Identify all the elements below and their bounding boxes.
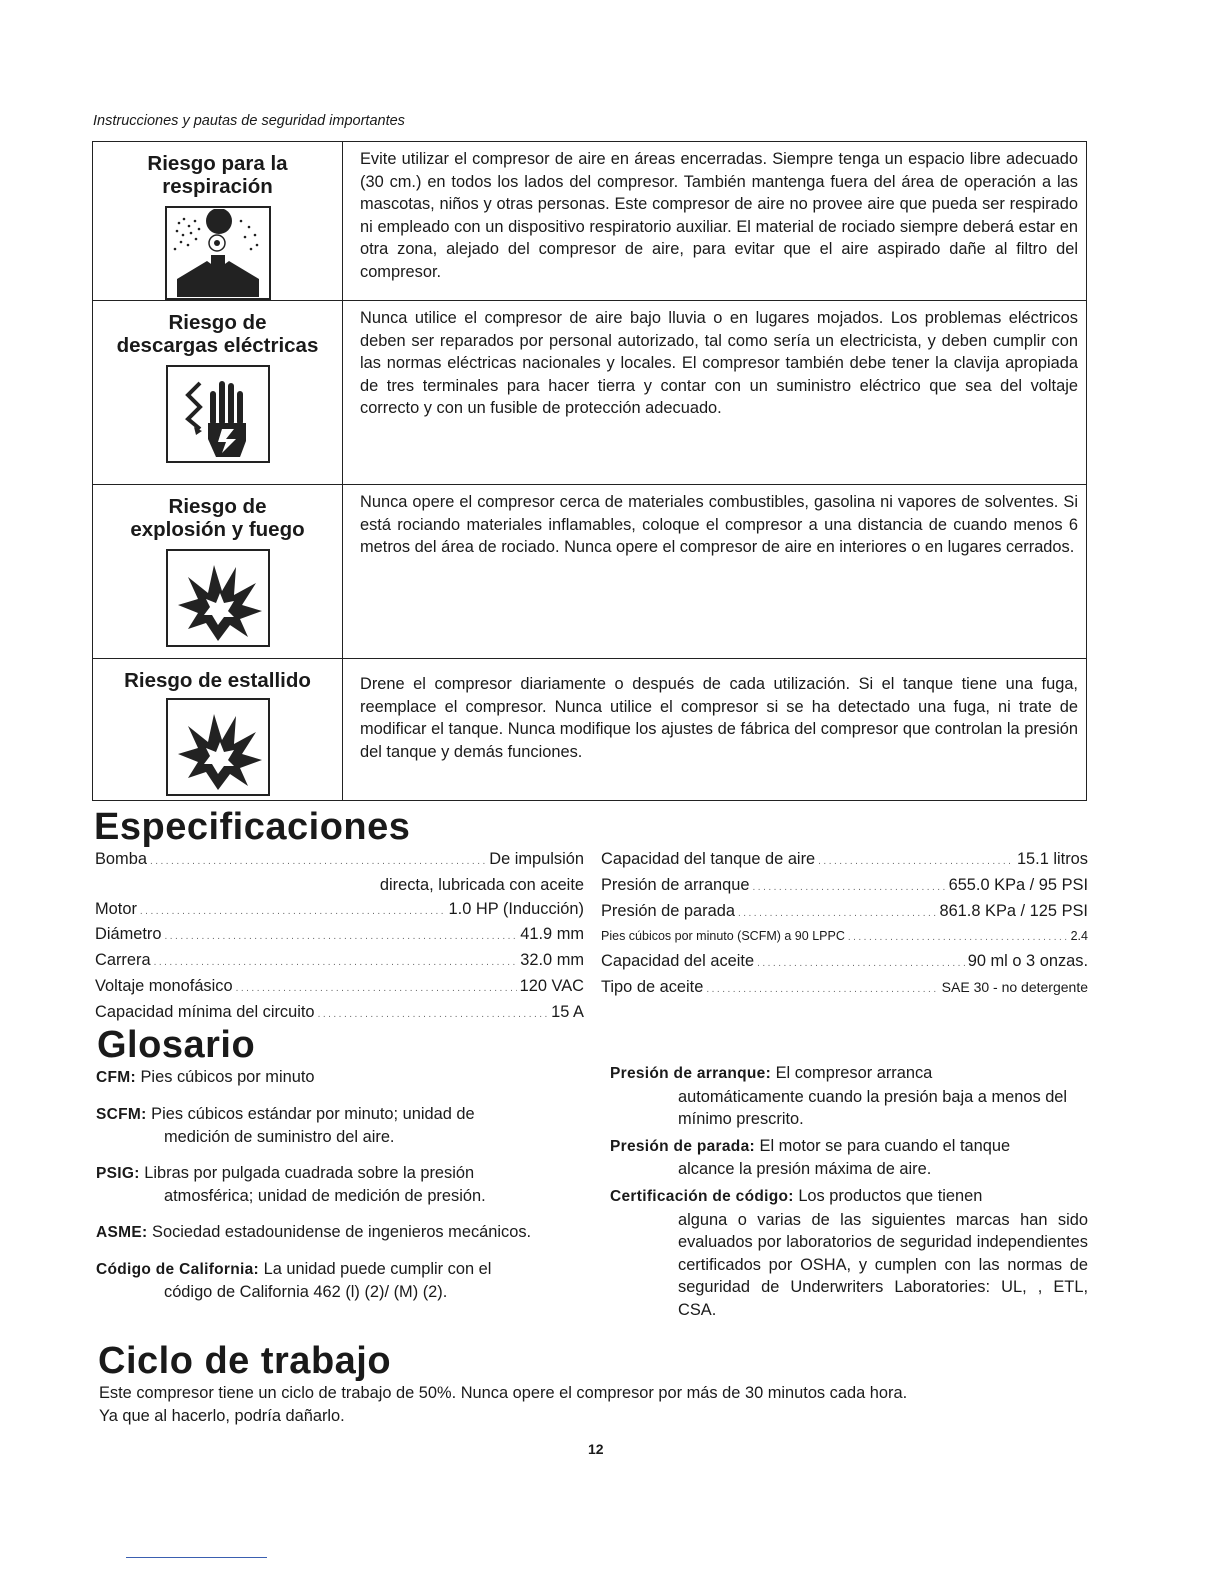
hazard-row-burst xyxy=(93,658,1086,800)
hazard-row-explosion xyxy=(93,484,1086,658)
hazard-description: Drene el compresor diariamente o después de cada utilización. Si el tanque tiene una fuga, reemplace el compresor. Nunca utilice el compresor si se ha detectado una fuga, ni trate de modificar el tanque. Nunca modifique los ajustes de fábrica del compresor que controlan la presión del tanque y demás funciones. xyxy=(360,675,1078,761)
hazard-row-electric xyxy=(93,300,1086,484)
specs-right-column xyxy=(601,848,1088,1002)
page-number: 12 xyxy=(588,1441,604,1457)
specs-left-column xyxy=(95,848,584,1027)
glossary-item: Presión de arranque: El compresor arranca automáticamente cuando la presión baja a menos del mínimo prescrito. xyxy=(610,1064,1068,1129)
burst-icon xyxy=(166,698,270,796)
hazard-title: Riesgo de descargas eléctricas xyxy=(116,311,319,357)
divider xyxy=(126,1557,267,1558)
explosion-icon xyxy=(166,549,270,647)
glossary-left-column xyxy=(96,1066,576,1317)
hazard-label-cell xyxy=(93,485,343,658)
spec-row: Carrera ..... 32.0 mm xyxy=(95,949,584,975)
hazard-label-cell xyxy=(93,142,343,300)
spec-row: Capacidad del aceite ..... 90 ml o 3 onzas. xyxy=(601,950,1088,976)
spec-row: Diámetro ..... 41.9 mm xyxy=(95,923,584,949)
hazard-title: Riesgo para la respiración xyxy=(147,152,288,198)
hazard-label-cell xyxy=(93,659,343,800)
spec-row: Pies cúbicos por minuto (SCFM) a 90 LPPC ..... 2.4 xyxy=(601,925,1088,950)
spec-row: Presión de arranque ..... 655.0 KPa / 95 PSI xyxy=(601,874,1088,900)
hazard-row-breathing xyxy=(93,142,1086,300)
glossary-title: Glosario xyxy=(97,1024,256,1066)
spec-row-continuation: directa, lubricada con aceite xyxy=(379,875,584,894)
glossary-item: ASME: Sociedad estadounidense de ingenieros mecánicos. xyxy=(96,1222,532,1241)
spec-row: Bomba ..... De impulsión xyxy=(95,848,584,874)
respiratory-hazard-icon xyxy=(165,206,271,300)
glossary-item: CFM: Pies cúbicos por minuto xyxy=(96,1068,315,1086)
hazard-description: Nunca opere el compresor cerca de materiales combustibles, gasolina ni vapores de solventes. Si está rociando materiales inflamables, coloque el compresor a una distancia de cuando menos 6 metros del área de rociado. Nunca opere el compresor de aire en interiores o en lugares cerrados. xyxy=(360,493,1078,557)
spec-row: Capacidad del tanque de aire ..... 15.1 litros xyxy=(601,848,1088,874)
hazard-table xyxy=(92,141,1087,801)
glossary-item: Certificación de código: Los productos que tienen alguna o varias de las siguientes marcas han sido evaluados por laboratorios de seguridad independientes certificados por OSHA, y cumplen con las normas de seguridad de Underwriters Laboratories: UL, , ETL, CSA. xyxy=(610,1186,1088,1319)
specifications-title: Especificaciones xyxy=(94,806,411,848)
hazard-description: Nunca utilice el compresor de aire bajo lluvia o en lugares mojados. Los problemas eléctricos deben ser reparados por personal autorizado, tal como sería un electricista, y deben cumplir con las normas eléctricas nacionales y locales. El compresor también debe tener la clavija apropiada de tres terminales para hacer tierra y contar con un suministro eléctrico que sea del voltaje correcto y con un fusible de protección adecuado. xyxy=(360,309,1078,418)
glossary-item: SCFM: Pies cúbicos estándar por minuto; unidad de medición de suministro del aire. xyxy=(96,1104,475,1147)
spec-row: Tipo de aceite ..... SAE 30 - no detergente xyxy=(601,976,1088,1002)
hazard-label-cell xyxy=(93,301,343,484)
glossary-right-column xyxy=(610,1062,1088,1322)
glossary-item: Código de California: La unidad puede cumplir con el código de California 462 (l) (2)/ (M) (2). xyxy=(96,1259,492,1302)
electric-shock-icon xyxy=(166,365,270,463)
hazard-title: Riesgo de estallido xyxy=(124,669,311,692)
spec-row: Capacidad mínima del circuito ..... 15 A xyxy=(95,1001,584,1027)
duty-cycle-text: Este compresor tiene un ciclo de trabajo de 50%. Nunca opere el compresor por más de 30 minutos cada hora. Ya que al hacerlo, podría dañarlo. xyxy=(99,1384,908,1425)
spec-row: Voltaje monofásico ..... 120 VAC xyxy=(95,975,584,1001)
page-header: Instrucciones y pautas de seguridad importantes xyxy=(93,113,405,129)
duty-cycle-title: Ciclo de trabajo xyxy=(98,1340,392,1382)
glossary-item: PSIG: Libras por pulgada cuadrada sobre la presión atmosférica; unidad de medición de presión. xyxy=(96,1163,486,1206)
hazard-description: Evite utilizar el compresor de aire en áreas encerradas. Siempre tenga un espacio libre adecuado (30 cm.) en todos los lados del compresor. También mantenga fuera del área de operación a las mascotas, niños y otras personas. Este compresor de aire no provee aire que pueda ser respirado ni empleado con un dispositivo respiratorio auxiliar. El material de rociado siempre deberá estar en otra zona, alejado del compresor de aire, para evitar que el aire aspirado dañe al filtro del compresor. xyxy=(360,150,1078,281)
hazard-title: Riesgo de explosión y fuego xyxy=(130,495,305,541)
glossary-item: Presión de parada: El motor se para cuando el tanque alcance la presión máxima de aire. xyxy=(610,1136,1011,1179)
spec-row: Presión de parada ..... 861.8 KPa / 125 PSI xyxy=(601,900,1088,926)
spec-row: Motor ..... 1.0 HP (Inducción) xyxy=(95,898,584,924)
